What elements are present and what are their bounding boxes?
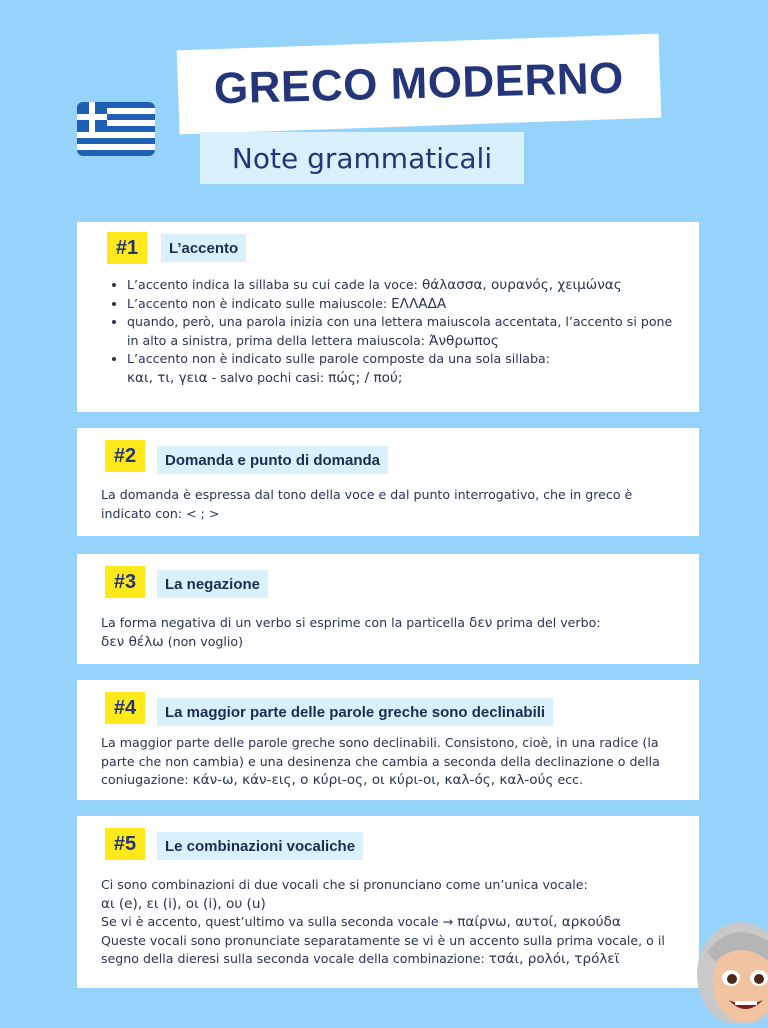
list-item: • L’accento indica la sillaba su cui cade la voce: θάλασσα, ουρανός, χειμώνας [127,276,679,295]
smiling-avatar-icon [693,912,768,1024]
section-heading: Domanda e punto di domanda [157,446,388,474]
section-text: La maggior parte delle parole greche sono declinabili. Consistono, cioè, in una radice (la parte che non cambia) e una desinenza che cambia a seconda della declinazione o della coniugazione: κάν-ω, κάν-εις, ο κύρι-ος, οι κύρι-οι, καλ-ός, καλ-ούς ecc. [101,735,660,788]
section-number: #2 [105,440,145,472]
section-card-3 [77,554,699,664]
section-card-1 [77,222,699,412]
section-number: #5 [105,828,145,860]
subtitle-banner [200,132,524,184]
section-text: La domanda è espressa dal tono della voce e dal punto interrogativo, che in greco è indicato con: < ; > [101,487,633,521]
section-card-2 [77,428,699,536]
section-body [101,876,675,969]
title-banner [177,34,662,135]
section-body [101,734,679,790]
section-number: #3 [105,566,145,598]
section-heading: La negazione [157,570,268,598]
list-item: • L’accento non è indicato sulle maiuscole: ΕΛΛΑΔΑ [127,295,679,314]
greek-flag-icon [77,102,155,156]
section-card-5 [77,816,699,988]
page-title: GRECO MODERNO [213,53,625,114]
section-text: La forma negativa di un verbo si esprime con la particella δεν prima del verbo: δεν θέλω (non voglio) [101,615,601,650]
section-text: Ci sono combinazioni di due vocali che si pronunciano come un’unica vocale: αι (e), ει (i), οι (i), ου (u) Se vi è accento, quest’ultimo va sulla seconda vocale → παίρνω, αυτοί, αρκούδα Queste vocali sono pronunciate separatamente se vi è un accento sulla prima vocale, o il segno della dieresi sulla seconda vocale della combinazione: τσάι, ρολόι, τρόλεϊ [101,877,665,967]
list-item: • quando, però, una parola inizia con una lettera maiuscola accentata, l’accento si pone in alto a sinistra, prima della lettera maiuscola: Άνθρωπος [127,313,679,350]
section-number: #1 [107,232,147,264]
section-heading: La maggior parte delle parole greche sono declinabili [157,698,553,726]
page-subtitle: Note grammaticali [231,141,493,175]
section-body [101,614,679,651]
section-heading: L’accento [161,234,246,262]
bullet-list [101,276,679,387]
section-body [101,486,679,523]
section-heading: Le combinazioni vocaliche [157,832,363,860]
section-body [101,276,679,387]
list-item: • L’accento non è indicato sulle parole composte da una sola sillaba: και, τι, γεια - salvo pochi casi: πώς; / πού; [127,350,679,387]
section-card-4 [77,680,699,800]
section-number: #4 [105,692,145,724]
